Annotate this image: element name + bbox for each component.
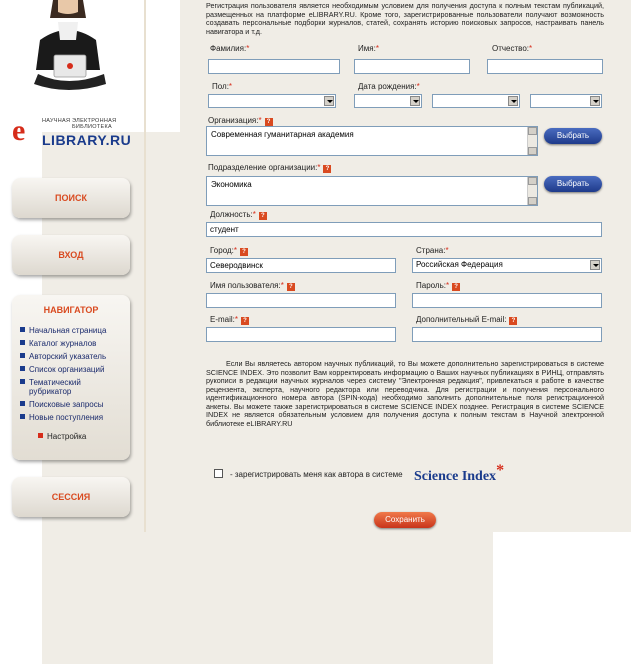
chevron-down-icon — [508, 96, 518, 106]
username-input[interactable] — [206, 293, 396, 308]
bullet-icon — [20, 414, 25, 419]
scroll-down-icon[interactable] — [528, 147, 537, 155]
chevron-down-icon — [324, 96, 334, 106]
help-icon[interactable]: ? — [241, 317, 249, 325]
dept-textarea[interactable]: Экономика — [206, 176, 538, 206]
scroll-up-icon[interactable] — [528, 177, 537, 185]
country-select[interactable]: Российская Федерация — [412, 258, 602, 273]
lastname-label: Фамилия:* — [210, 44, 250, 53]
author-checkbox-label: - зарегистрировать меня как автора в системе — [230, 470, 403, 479]
help-icon[interactable]: ? — [452, 283, 460, 291]
nav-item-authors[interactable]: Авторский указатель — [20, 352, 106, 361]
bullet-icon — [20, 353, 25, 358]
position-input[interactable]: студент — [206, 222, 602, 237]
sidebar-divider — [144, 0, 146, 532]
logo-text: LIBRARY.RU — [42, 132, 493, 664]
nav-item-new[interactable]: Новые поступления — [20, 413, 103, 422]
help-icon[interactable]: ? — [509, 317, 517, 325]
birth-day-select[interactable] — [354, 94, 422, 108]
registration-form — [180, 0, 631, 532]
password-label: Пароль:* ? — [416, 281, 460, 291]
help-icon[interactable]: ? — [323, 165, 331, 173]
logo-letter: e — [12, 114, 26, 147]
choose-dept-button[interactable]: Выбрать — [544, 176, 602, 192]
session-button[interactable]: СЕССИЯ — [12, 477, 130, 517]
birthdate-label: Дата рождения:* — [358, 82, 420, 91]
password-input[interactable] — [412, 293, 602, 308]
save-button[interactable]: Сохранить — [374, 512, 436, 528]
org-label: Организация:* ? — [208, 116, 273, 126]
org-textarea[interactable]: Современная гуманитарная академия — [206, 126, 538, 156]
dept-label: Подразделение организации:* ? — [208, 163, 331, 173]
help-icon[interactable]: ? — [265, 118, 273, 126]
chevron-down-icon — [590, 260, 600, 270]
science-index-logo: Science Index* — [414, 462, 505, 484]
nav-item-settings[interactable]: Настройка — [38, 432, 86, 441]
email-input[interactable] — [206, 327, 396, 342]
email2-input[interactable] — [412, 327, 602, 342]
elibrary-logo[interactable] — [12, 112, 137, 152]
logo-subtitle: НАУЧНАЯ ЭЛЕКТРОННАЯ БИБЛИОТЕКА — [42, 118, 117, 130]
intro-text: Регистрация пользователя является необходимым условием для получения доступа к полным текстам публикаций, размещенных на платформе eLIBRARY.RU. Кроме того, зарегистрированные пользователи получают возможность создавать персональные подборки журналов, статей, сохранять историю поисковых запросов, настраивать панель навигатора и т.д. — [206, 1, 604, 36]
chevron-down-icon — [410, 96, 420, 106]
nav-item-home[interactable]: Начальная страница — [20, 326, 106, 335]
choose-org-button[interactable]: Выбрать — [544, 128, 602, 144]
birth-month-select[interactable] — [432, 94, 520, 108]
science-index-info: Если Вы являетесь автором научных публикаций, то Вы можете дополнительно зарегистрироваться в системе SCIENCE INDEX. Это позволит Вам корректировать информацию о Ваших научных публикациях в РИНЦ, отправлять рукописи в редакции научных журналов через систему "Электронная редакция", привлекаться к работе в качестве рецензента, эксперта, научного редактора или переводчика. Для регистрации и получения персонального идентификационного номера автора (SPIN-кода) необходимо заполнить дополнительные поля регистрационной анкеты. Вы можете также зарегистрироваться в системе SCIENCE INDEX позднее. Регистрация в системе SCIENCE INDEX не является обязательным условием для получения доступа к полным текстам в Научной электронной библиотеке eLIBRARY.RU — [206, 359, 604, 428]
bullet-icon — [20, 366, 25, 371]
scroll-up-icon[interactable] — [528, 127, 537, 135]
gender-label: Пол:* — [212, 82, 233, 91]
email-label: E-mail:* ? — [210, 315, 249, 325]
patronymic-label: Отчество:* — [492, 44, 533, 53]
nav-item-queries[interactable]: Поисковые запросы — [20, 400, 103, 409]
navigator-title: НАВИГАТОР — [43, 305, 99, 315]
firstname-input[interactable] — [354, 59, 470, 74]
bullet-icon — [20, 340, 25, 345]
lastname-input[interactable] — [208, 59, 340, 74]
nav-item-journals[interactable]: Каталог журналов — [20, 339, 96, 348]
bullet-icon — [20, 379, 25, 384]
gender-select[interactable] — [208, 94, 336, 108]
nav-item-rubricator[interactable]: Тематический рубрикатор — [20, 378, 81, 396]
city-label: Город:* ? — [210, 246, 248, 256]
sidebar — [0, 0, 145, 532]
bullet-icon — [20, 327, 25, 332]
scroll-down-icon[interactable] — [528, 197, 537, 205]
email2-label: Дополнительный E-mail: ? — [416, 315, 517, 325]
city-input[interactable]: Северодвинск — [206, 258, 396, 273]
search-button[interactable]: ПОИСК — [12, 178, 130, 218]
birth-year-select[interactable] — [530, 94, 602, 108]
navigator-panel — [12, 295, 130, 460]
firstname-label: Имя:* — [358, 44, 379, 53]
nav-item-organizations[interactable]: Список организаций — [20, 365, 104, 374]
scrollbar[interactable] — [527, 127, 537, 155]
chevron-down-icon — [590, 96, 600, 106]
scrollbar[interactable] — [527, 177, 537, 205]
user-illustration-image — [18, 0, 118, 100]
help-icon[interactable]: ? — [287, 283, 295, 291]
position-label: Должность:* ? — [210, 210, 267, 220]
author-checkbox[interactable] — [214, 469, 223, 478]
help-icon[interactable]: ? — [240, 248, 248, 256]
login-button[interactable]: ВХОД — [12, 235, 130, 275]
country-label: Страна:* — [416, 246, 449, 255]
bullet-icon — [38, 433, 43, 438]
patronymic-input[interactable] — [487, 59, 603, 74]
bullet-icon — [20, 401, 25, 406]
help-icon[interactable]: ? — [259, 212, 267, 220]
username-label: Имя пользователя:* ? — [210, 281, 295, 291]
